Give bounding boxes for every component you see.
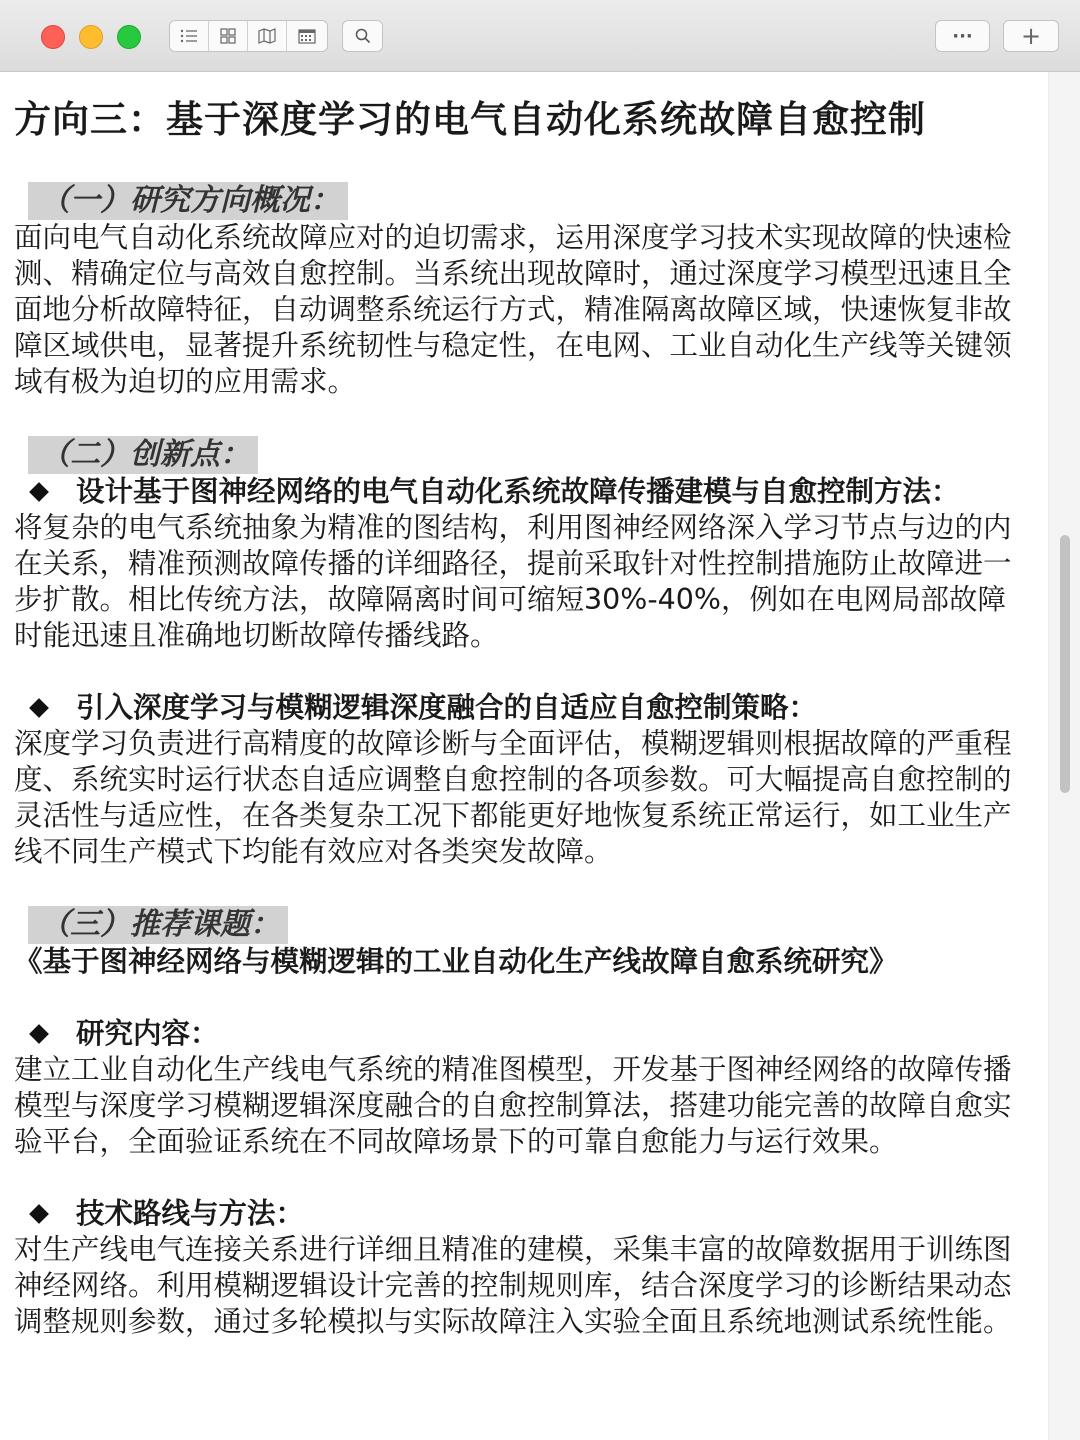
calendar-icon [298,28,316,44]
calendar-view-button[interactable] [287,21,326,51]
grid-icon [220,28,236,44]
grid-view-button[interactable] [209,21,248,51]
list-view-button[interactable] [170,21,209,51]
view-mode-segmented-control [169,20,328,52]
topic-point-1-title-text: 研究内容： [76,1017,219,1050]
maximize-window-button[interactable] [117,25,141,49]
section-heading-innovation: （二）创新点： [28,436,258,474]
diamond-bullet-icon [29,698,49,718]
topic-point-1-title [14,1016,1034,1052]
recommended-topic-title: 《基于图神经网络与模糊逻辑的工业自动化生产线故障自愈系统研究》 [14,945,898,978]
map-view-button[interactable] [248,21,287,51]
diamond-bullet-icon [29,1024,49,1044]
more-options-button[interactable]: ··· [935,20,990,52]
innovation-point-2-title-text: 引入深度学习与模糊逻辑深度融合的自适应自愈控制策略： [76,691,818,724]
search-icon [355,28,371,44]
innovation-point-1-title-text: 设计基于图神经网络的电气自动化系统故障传播建模与自愈控制方法： [76,475,960,508]
toolbar [0,0,1080,72]
topic-point-2-body: 对生产线电气连接关系进行详细且精准的建模，采集丰富的故障数据用于训练图神经网络。利用模糊逻辑设计完善的控制规则库，结合深度学习的诊断结果动态调整规则参数，通过多轮模拟与实际故障注入实验全面且系统地测试系统性能。 [14,1233,1012,1338]
note-content[interactable] [14,92,1034,1340]
close-window-button[interactable] [41,25,65,49]
map-icon [258,28,276,44]
innovation-point-1-title [14,474,1034,510]
innovation-point-2-body: 深度学习负责进行高精度的故障诊断与全面评估，模糊逻辑则根据故障的严重程度、系统实时运行状态自适应调整自愈控制的各项参数。可大幅提高自愈控制的灵活性与适应性，在各类复杂工况下都能更好地恢复系统正常运行，如工业生产线不同生产模式下均能有效应对各类突发故障。 [14,727,1012,868]
section-heading-overview: （一）研究方向概况： [28,182,348,220]
innovation-point-2-title [14,690,1034,726]
page-title: 方向三：基于深度学习的电气自动化系统故障自愈控制 [14,98,926,141]
add-note-button[interactable]: + [1003,20,1059,52]
section-heading-topic: （三）推荐课题： [28,906,288,944]
innovation-point-1-body: 将复杂的电气系统抽象为精准的图结构，利用图神经网络深入学习节点与边的内在关系，精准预测故障传播的详细路径，提前采取针对性控制措施防止故障进一步扩散。相比传统方法，故障隔离时间可缩短30%-40%，例如在电网局部故障时能迅速且准确地切断故障传播线路。 [14,511,1012,652]
diamond-bullet-icon [29,1204,49,1224]
list-icon [180,29,198,43]
search-button[interactable] [342,20,383,52]
topic-point-2-title-text: 技术路线与方法： [76,1197,305,1230]
topic-point-2-title [14,1196,1034,1232]
minimize-window-button[interactable] [79,25,103,49]
scrollbar-thumb[interactable] [1060,535,1070,793]
topic-point-1-body: 建立工业自动化生产线电气系统的精准图模型，开发基于图神经网络的故障传播模型与深度学习模糊逻辑深度融合的自愈控制算法，搭建功能完善的故障自愈实验平台，全面验证系统在不同故障场景下的可靠自愈能力与运行效果。 [14,1053,1012,1158]
overview-paragraph: 面向电气自动化系统故障应对的迫切需求，运用深度学习技术实现故障的快速检测、精确定位与高效自愈控制。当系统出现故障时，通过深度学习模型迅速且全面地分析故障特征，自动调整系统运行方式，精准隔离故障区域，快速恢复非故障区域供电，显著提升系统韧性与稳定性，在电网、工业自动化生产线等关键领域有极为迫切的应用需求。 [14,221,1012,398]
diamond-bullet-icon [29,482,49,502]
vertical-scrollbar[interactable] [1048,72,1080,1440]
